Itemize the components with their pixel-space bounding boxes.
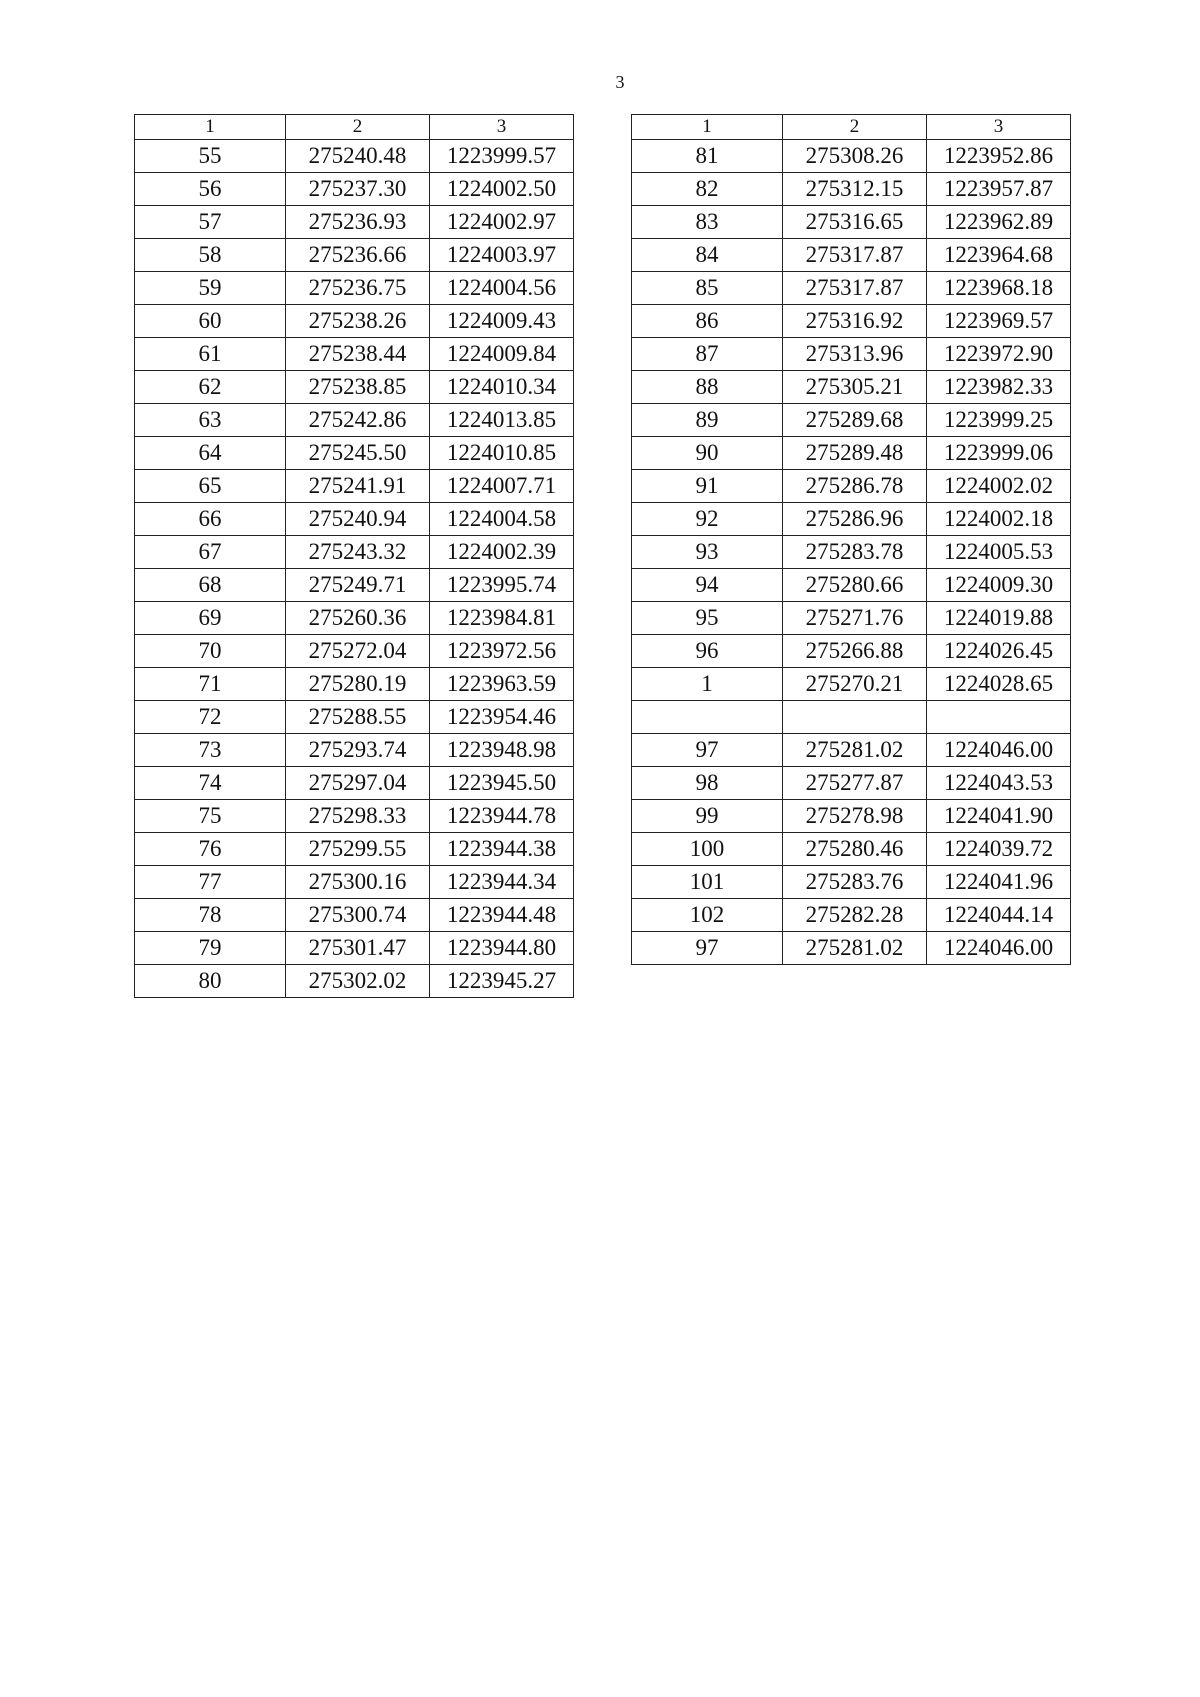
y-coordinate-cell: 1223968.18 — [927, 272, 1071, 305]
point-number-cell: 84 — [632, 239, 783, 272]
x-coordinate-cell: 275281.02 — [783, 932, 927, 965]
column-header: 2 — [286, 115, 430, 140]
table-row — [135, 569, 574, 602]
point-number-cell: 56 — [135, 173, 286, 206]
table-row — [632, 734, 1071, 767]
y-coordinate-cell: 1224019.88 — [927, 602, 1071, 635]
table-row — [135, 932, 574, 965]
coordinates-table-left — [134, 114, 574, 998]
y-coordinate-cell: 1224039.72 — [927, 833, 1071, 866]
point-number-cell: 81 — [632, 140, 783, 173]
point-number-cell: 91 — [632, 470, 783, 503]
x-coordinate-cell: 275300.74 — [286, 899, 430, 932]
x-coordinate-cell: 275266.88 — [783, 635, 927, 668]
point-number-cell: 66 — [135, 503, 286, 536]
y-coordinate-cell: 1223944.78 — [430, 800, 574, 833]
x-coordinate-cell: 275272.04 — [286, 635, 430, 668]
point-number-cell: 96 — [632, 635, 783, 668]
y-coordinate-cell: 1223963.59 — [430, 668, 574, 701]
table-row — [632, 239, 1071, 272]
column-header: 1 — [135, 115, 286, 140]
table-row — [632, 635, 1071, 668]
point-number-cell: 85 — [632, 272, 783, 305]
y-coordinate-cell: 1223948.98 — [430, 734, 574, 767]
point-number-cell: 93 — [632, 536, 783, 569]
table-row — [632, 767, 1071, 800]
x-coordinate-cell: 275289.48 — [783, 437, 927, 470]
x-coordinate-cell: 275241.91 — [286, 470, 430, 503]
table-row — [135, 536, 574, 569]
table-row — [135, 668, 574, 701]
x-coordinate-cell: 275286.78 — [783, 470, 927, 503]
y-coordinate-cell: 1224004.58 — [430, 503, 574, 536]
table-row — [632, 569, 1071, 602]
table-row — [632, 866, 1071, 899]
x-coordinate-cell: 275280.19 — [286, 668, 430, 701]
point-number-cell — [632, 701, 783, 734]
point-number-cell: 94 — [632, 569, 783, 602]
table-row — [135, 305, 574, 338]
table-header-row — [632, 115, 1071, 140]
y-coordinate-cell: 1223945.27 — [430, 965, 574, 998]
x-coordinate-cell: 275249.71 — [286, 569, 430, 602]
y-coordinate-cell: 1224002.02 — [927, 470, 1071, 503]
table-row — [135, 866, 574, 899]
table-row — [632, 932, 1071, 965]
x-coordinate-cell: 275236.75 — [286, 272, 430, 305]
table-row — [135, 371, 574, 404]
point-number-cell: 60 — [135, 305, 286, 338]
x-coordinate-cell: 275297.04 — [286, 767, 430, 800]
y-coordinate-cell: 1224004.56 — [430, 272, 574, 305]
table-row — [632, 536, 1071, 569]
y-coordinate-cell: 1223957.87 — [927, 173, 1071, 206]
y-coordinate-cell: 1223999.06 — [927, 437, 1071, 470]
point-number-cell: 99 — [632, 800, 783, 833]
y-coordinate-cell: 1223944.48 — [430, 899, 574, 932]
x-coordinate-cell: 275289.68 — [783, 404, 927, 437]
x-coordinate-cell: 275278.98 — [783, 800, 927, 833]
point-number-cell: 73 — [135, 734, 286, 767]
table-row — [632, 305, 1071, 338]
table-row — [632, 437, 1071, 470]
table-row — [135, 965, 574, 998]
table-row — [135, 635, 574, 668]
table-header-row — [135, 115, 574, 140]
x-coordinate-cell: 275238.85 — [286, 371, 430, 404]
point-number-cell: 98 — [632, 767, 783, 800]
x-coordinate-cell: 275308.26 — [783, 140, 927, 173]
table-row — [135, 404, 574, 437]
y-coordinate-cell: 1223954.46 — [430, 701, 574, 734]
point-number-cell: 67 — [135, 536, 286, 569]
y-coordinate-cell: 1224044.14 — [927, 899, 1071, 932]
point-number-cell: 89 — [632, 404, 783, 437]
point-number-cell: 95 — [632, 602, 783, 635]
y-coordinate-cell: 1224010.85 — [430, 437, 574, 470]
x-coordinate-cell — [783, 701, 927, 734]
point-number-cell: 64 — [135, 437, 286, 470]
y-coordinate-cell: 1224005.53 — [927, 536, 1071, 569]
table-row — [135, 899, 574, 932]
y-coordinate-cell: 1224009.43 — [430, 305, 574, 338]
y-coordinate-cell: 1224046.00 — [927, 734, 1071, 767]
table-row — [632, 701, 1071, 734]
table-row — [135, 734, 574, 767]
point-number-cell: 78 — [135, 899, 286, 932]
x-coordinate-cell: 275282.28 — [783, 899, 927, 932]
y-coordinate-cell: 1223995.74 — [430, 569, 574, 602]
point-number-cell: 101 — [632, 866, 783, 899]
table-row — [632, 800, 1071, 833]
table-row — [135, 272, 574, 305]
table-row — [632, 899, 1071, 932]
table-row — [135, 800, 574, 833]
y-coordinate-cell: 1223982.33 — [927, 371, 1071, 404]
x-coordinate-cell: 275283.76 — [783, 866, 927, 899]
table-row — [632, 371, 1071, 404]
y-coordinate-cell: 1223969.57 — [927, 305, 1071, 338]
x-coordinate-cell: 275298.33 — [286, 800, 430, 833]
y-coordinate-cell: 1224041.90 — [927, 800, 1071, 833]
coordinates-table-right — [631, 114, 1071, 965]
y-coordinate-cell: 1224009.30 — [927, 569, 1071, 602]
x-coordinate-cell: 275260.36 — [286, 602, 430, 635]
y-coordinate-cell: 1224002.97 — [430, 206, 574, 239]
point-number-cell: 65 — [135, 470, 286, 503]
point-number-cell: 102 — [632, 899, 783, 932]
point-number-cell: 61 — [135, 338, 286, 371]
x-coordinate-cell: 275288.55 — [286, 701, 430, 734]
x-coordinate-cell: 275271.76 — [783, 602, 927, 635]
page-number: 3 — [615, 72, 625, 92]
table-row — [135, 173, 574, 206]
column-header: 3 — [430, 115, 574, 140]
x-coordinate-cell: 275238.26 — [286, 305, 430, 338]
y-coordinate-cell: 1224002.39 — [430, 536, 574, 569]
x-coordinate-cell: 275283.78 — [783, 536, 927, 569]
table-row — [632, 338, 1071, 371]
table-row — [135, 701, 574, 734]
y-coordinate-cell: 1223999.25 — [927, 404, 1071, 437]
table-row — [632, 668, 1071, 701]
x-coordinate-cell: 275280.46 — [783, 833, 927, 866]
y-coordinate-cell: 1223952.86 — [927, 140, 1071, 173]
y-coordinate-cell: 1224026.45 — [927, 635, 1071, 668]
y-coordinate-cell — [927, 701, 1071, 734]
x-coordinate-cell: 275280.66 — [783, 569, 927, 602]
x-coordinate-cell: 275245.50 — [286, 437, 430, 470]
point-number-cell: 58 — [135, 239, 286, 272]
y-coordinate-cell: 1223984.81 — [430, 602, 574, 635]
x-coordinate-cell: 275316.65 — [783, 206, 927, 239]
y-coordinate-cell: 1223972.90 — [927, 338, 1071, 371]
point-number-cell: 90 — [632, 437, 783, 470]
x-coordinate-cell: 275301.47 — [286, 932, 430, 965]
point-number-cell: 1 — [632, 668, 783, 701]
table-row — [632, 272, 1071, 305]
point-number-cell: 71 — [135, 668, 286, 701]
table-row — [135, 503, 574, 536]
x-coordinate-cell: 275236.66 — [286, 239, 430, 272]
table-row — [135, 140, 574, 173]
y-coordinate-cell: 1224010.34 — [430, 371, 574, 404]
point-number-cell: 88 — [632, 371, 783, 404]
point-number-cell: 62 — [135, 371, 286, 404]
y-coordinate-cell: 1224028.65 — [927, 668, 1071, 701]
x-coordinate-cell: 275305.21 — [783, 371, 927, 404]
point-number-cell: 87 — [632, 338, 783, 371]
x-coordinate-cell: 275286.96 — [783, 503, 927, 536]
y-coordinate-cell: 1223944.80 — [430, 932, 574, 965]
table-row — [632, 503, 1071, 536]
y-coordinate-cell: 1224007.71 — [430, 470, 574, 503]
table-row — [135, 206, 574, 239]
table-row — [632, 140, 1071, 173]
point-number-cell: 82 — [632, 173, 783, 206]
point-number-cell: 80 — [135, 965, 286, 998]
x-coordinate-cell: 275243.32 — [286, 536, 430, 569]
point-number-cell: 63 — [135, 404, 286, 437]
y-coordinate-cell: 1223944.38 — [430, 833, 574, 866]
table-row — [135, 602, 574, 635]
x-coordinate-cell: 275237.30 — [286, 173, 430, 206]
x-coordinate-cell: 275316.92 — [783, 305, 927, 338]
column-header: 1 — [632, 115, 783, 140]
point-number-cell: 69 — [135, 602, 286, 635]
point-number-cell: 72 — [135, 701, 286, 734]
x-coordinate-cell: 275240.94 — [286, 503, 430, 536]
x-coordinate-cell: 275242.86 — [286, 404, 430, 437]
point-number-cell: 100 — [632, 833, 783, 866]
point-number-cell: 97 — [632, 932, 783, 965]
y-coordinate-cell: 1224003.97 — [430, 239, 574, 272]
point-number-cell: 57 — [135, 206, 286, 239]
y-coordinate-cell: 1223962.89 — [927, 206, 1071, 239]
y-coordinate-cell: 1224009.84 — [430, 338, 574, 371]
table-row — [135, 833, 574, 866]
y-coordinate-cell: 1224002.18 — [927, 503, 1071, 536]
point-number-cell: 77 — [135, 866, 286, 899]
table-row — [135, 338, 574, 371]
x-coordinate-cell: 275299.55 — [286, 833, 430, 866]
y-coordinate-cell: 1223944.34 — [430, 866, 574, 899]
table-row — [632, 404, 1071, 437]
x-coordinate-cell: 275317.87 — [783, 272, 927, 305]
point-number-cell: 86 — [632, 305, 783, 338]
point-number-cell: 68 — [135, 569, 286, 602]
y-coordinate-cell: 1223999.57 — [430, 140, 574, 173]
point-number-cell: 55 — [135, 140, 286, 173]
point-number-cell: 83 — [632, 206, 783, 239]
y-coordinate-cell: 1224046.00 — [927, 932, 1071, 965]
table-row — [632, 470, 1071, 503]
point-number-cell: 75 — [135, 800, 286, 833]
y-coordinate-cell: 1223945.50 — [430, 767, 574, 800]
x-coordinate-cell: 275281.02 — [783, 734, 927, 767]
x-coordinate-cell: 275313.96 — [783, 338, 927, 371]
table-row — [135, 767, 574, 800]
point-number-cell: 97 — [632, 734, 783, 767]
column-header: 3 — [927, 115, 1071, 140]
y-coordinate-cell: 1224041.96 — [927, 866, 1071, 899]
column-header: 2 — [783, 115, 927, 140]
table-row — [632, 206, 1071, 239]
x-coordinate-cell: 275312.15 — [783, 173, 927, 206]
x-coordinate-cell: 275293.74 — [286, 734, 430, 767]
x-coordinate-cell: 275270.21 — [783, 668, 927, 701]
x-coordinate-cell: 275300.16 — [286, 866, 430, 899]
table-row — [632, 173, 1071, 206]
x-coordinate-cell: 275236.93 — [286, 206, 430, 239]
point-number-cell: 74 — [135, 767, 286, 800]
table-row — [135, 239, 574, 272]
point-number-cell: 92 — [632, 503, 783, 536]
y-coordinate-cell: 1224043.53 — [927, 767, 1071, 800]
point-number-cell: 70 — [135, 635, 286, 668]
x-coordinate-cell: 275317.87 — [783, 239, 927, 272]
table-row — [135, 437, 574, 470]
x-coordinate-cell: 275302.02 — [286, 965, 430, 998]
x-coordinate-cell: 275240.48 — [286, 140, 430, 173]
table-row — [632, 602, 1071, 635]
y-coordinate-cell: 1224002.50 — [430, 173, 574, 206]
table-row — [135, 470, 574, 503]
y-coordinate-cell: 1223964.68 — [927, 239, 1071, 272]
table-row — [632, 833, 1071, 866]
point-number-cell: 79 — [135, 932, 286, 965]
x-coordinate-cell: 275238.44 — [286, 338, 430, 371]
point-number-cell: 59 — [135, 272, 286, 305]
point-number-cell: 76 — [135, 833, 286, 866]
x-coordinate-cell: 275277.87 — [783, 767, 927, 800]
y-coordinate-cell: 1224013.85 — [430, 404, 574, 437]
y-coordinate-cell: 1223972.56 — [430, 635, 574, 668]
